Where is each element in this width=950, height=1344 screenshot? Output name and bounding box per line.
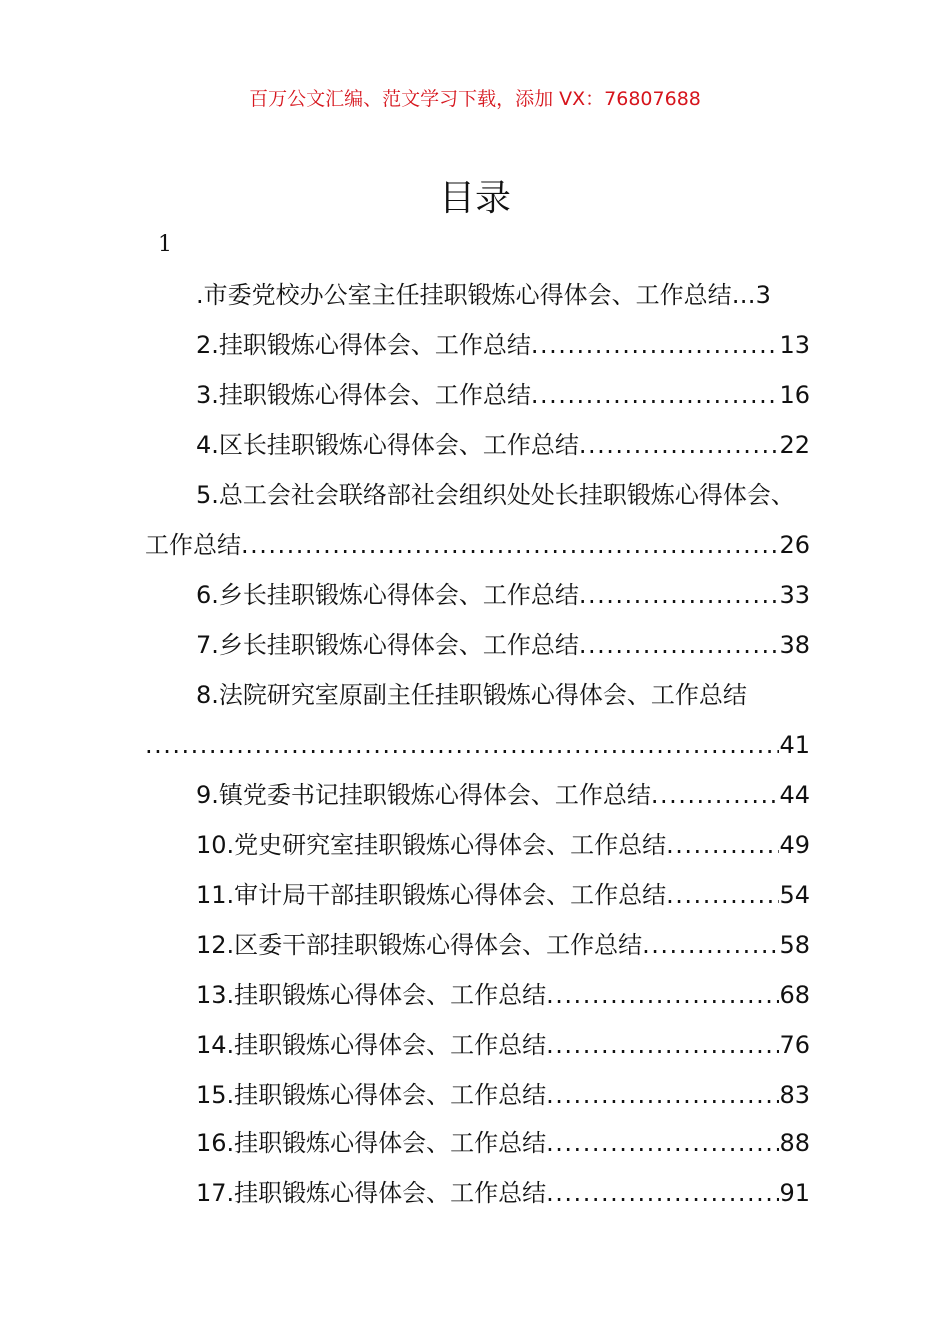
toc-entry-15[interactable]	[145, 1070, 810, 1120]
toc-leader-dots	[651, 770, 780, 820]
toc-entry-label: 8.法院研究室原副主任挂职锻炼心得体会、工作总结	[196, 681, 747, 709]
header-banner: 百万公文汇编、范文学习下载，添加 VX：76807688	[249, 88, 701, 110]
toc-entry-page: 38	[779, 631, 810, 659]
toc-entry-label: 15.挂职锻炼心得体会、工作总结	[196, 1081, 547, 1109]
toc-entry-label-continued: 工作总结	[145, 531, 241, 559]
toc-leader-dots	[546, 1118, 779, 1168]
page-marker: 1	[158, 232, 172, 257]
toc-entry-14[interactable]	[145, 1020, 810, 1070]
toc-leader-dots	[546, 1020, 779, 1070]
toc-entry-page: 88	[779, 1129, 810, 1157]
toc-leader-dots	[579, 620, 780, 670]
toc-entry-6[interactable]	[145, 570, 810, 620]
toc-leader-dots	[546, 1168, 779, 1218]
toc-entry-page: 44	[779, 781, 810, 809]
toc-entry-page: 76	[779, 1031, 810, 1059]
toc-entry-4[interactable]	[145, 420, 810, 470]
toc-entry-5[interactable]	[145, 470, 810, 570]
toc-entry-page: 13	[779, 331, 810, 359]
toc-entry-label: 3.挂职锻炼心得体会、工作总结	[196, 381, 531, 409]
toc-entry-label: 14.挂职锻炼心得体会、工作总结	[196, 1031, 547, 1059]
toc-leader-dots	[642, 920, 779, 970]
toc-entry-10[interactable]	[145, 820, 810, 870]
toc-entry-label: 11.审计局干部挂职锻炼心得体会、工作总结	[196, 881, 667, 909]
toc-entry-12[interactable]	[145, 920, 810, 970]
toc-entry-label: 12.区委干部挂职锻炼心得体会、工作总结	[196, 931, 643, 959]
toc-entry-2[interactable]	[145, 320, 810, 370]
toc-entry-label: 13.挂职锻炼心得体会、工作总结	[196, 981, 547, 1009]
toc-entry-page: 49	[779, 831, 810, 859]
toc-entry-label: 9.镇党委书记挂职锻炼心得体会、工作总结	[196, 781, 651, 809]
toc-leader-dots	[531, 320, 780, 370]
toc-leader-dots	[546, 970, 779, 1020]
toc-entry-label: 16.挂职锻炼心得体会、工作总结	[196, 1129, 547, 1157]
toc-entry-7[interactable]	[145, 620, 810, 670]
toc-leader-dots	[145, 720, 779, 770]
toc-entry-1[interactable]	[145, 270, 810, 320]
toc-entry-page: 26	[779, 531, 810, 559]
toc-entry-page: 68	[779, 981, 810, 1009]
toc-entry-page: 3	[755, 281, 771, 309]
toc-entry-page: 58	[779, 931, 810, 959]
toc-entry-label: 5.总工会社会联络部社会组织处处长挂职锻炼心得体会、	[196, 481, 795, 509]
toc-leader-dots	[546, 1070, 779, 1120]
toc-leader-dots	[531, 370, 780, 420]
toc-entry-16[interactable]	[145, 1118, 810, 1168]
toc-entry-9[interactable]	[145, 770, 810, 820]
toc-entry-17[interactable]	[145, 1168, 810, 1218]
toc-entry-page: 91	[779, 1179, 810, 1207]
toc-leader-dots	[579, 570, 780, 620]
toc-entry-label: 6.乡长挂职锻炼心得体会、工作总结	[196, 581, 579, 609]
toc-entry-label: 4.区长挂职锻炼心得体会、工作总结	[196, 431, 579, 459]
toc-entry-11[interactable]	[145, 870, 810, 920]
toc-entry-label: 2.挂职锻炼心得体会、工作总结	[196, 331, 531, 359]
toc-entry-label: .市委党校办公室主任挂职锻炼心得体会、工作总结…	[196, 281, 756, 309]
toc-entry-page: 54	[779, 881, 810, 909]
toc-leader-dots	[241, 520, 779, 570]
toc-entry-label: 7.乡长挂职锻炼心得体会、工作总结	[196, 631, 579, 659]
toc-entry-label: 10.党史研究室挂职锻炼心得体会、工作总结	[196, 831, 667, 859]
toc-leader-dots	[579, 420, 780, 470]
toc-entry-page: 41	[779, 731, 810, 759]
toc-entry-8[interactable]	[145, 670, 810, 770]
toc-entry-page: 83	[779, 1081, 810, 1109]
toc-leader-dots	[666, 820, 779, 870]
toc-entry-page: 33	[779, 581, 810, 609]
toc-entry-3[interactable]	[145, 370, 810, 420]
toc-entry-13[interactable]	[145, 970, 810, 1020]
toc-entry-page: 22	[779, 431, 810, 459]
toc-leader-dots	[666, 870, 779, 920]
page-title: 目录	[438, 178, 511, 219]
toc-entry-page: 16	[779, 381, 810, 409]
toc-entry-label: 17.挂职锻炼心得体会、工作总结	[196, 1179, 547, 1207]
